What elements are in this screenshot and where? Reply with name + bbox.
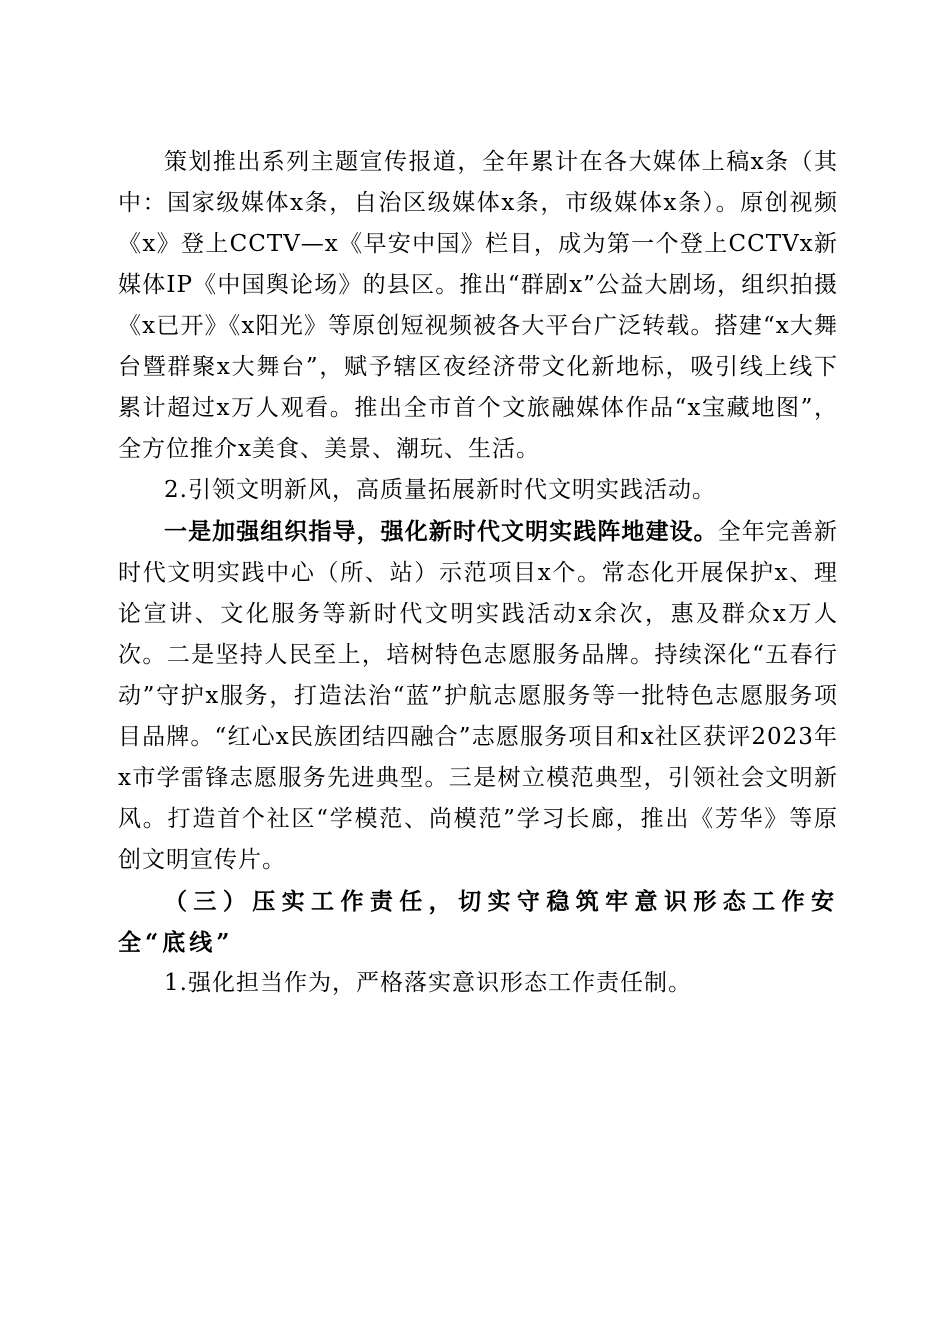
lead-sentence-bold: 一是加强组织指导，强化新时代文明实践阵地建设。 [164,518,718,545]
subsection-heading-responsibility-system: 1.强化担当作为，严格落实意识形态工作责任制。 [164,970,692,996]
body-paragraph-media-publicity: 策划推出系列主题宣传报道，全年累计在各大媒体上稿x条（其中：国家级媒体x条，自治区级媒体x条，市级媒体x条）。原创视频《x》登上CCTV—x《早安中国》栏目，成为第一个登上CCTVx新媒体IP《中国舆论场》的县区。推出“群剧x”公益大剧场，组织拍摄《x已开》《x阳光》等原创短视频被各大平台广泛转载。搭建“x大舞台暨群聚x大舞台”，赋予辖区夜经济带文化新地标，吸引线上线下累计超过x万人观看。推出全市首个文旅融媒体作品“x宝藏地图”，全方位推介x美食、美景、潮玩、生活。 [118,149,838,462]
document-page [118,142,838,1004]
section-heading-ideology-responsibility: （三）压实工作责任，切实守稳筑牢意识形态工作安全“底线” [118,888,838,956]
body-text: 全年完善新时代文明实践中心（所、站）示范项目x个。常态化开展保护x、理论宣讲、文化服务等新时代文明实践活动x余次，惠及群众x万人次。二是坚持人民至上，培树特色志愿服务品牌。持续深化“五春行动”守护x服务，打造法治“蓝”护航志愿服务等一批特色志愿服务项目品牌。“红心x民族团结四融合”志愿服务项目和x社区获评2023年x市学雷锋志愿服务先进典型。三是树立模范典型，引领社会文明新风。打造首个社区“学模范、尚模范”学习长廊，推出《芳华》等原创文明宣传片。 [118,519,839,873]
section-heading-civilization-practice: 2.引领文明新风，高质量拓展新时代文明实践活动。 [164,477,716,503]
body-paragraph-civilization-practice [118,511,838,881]
